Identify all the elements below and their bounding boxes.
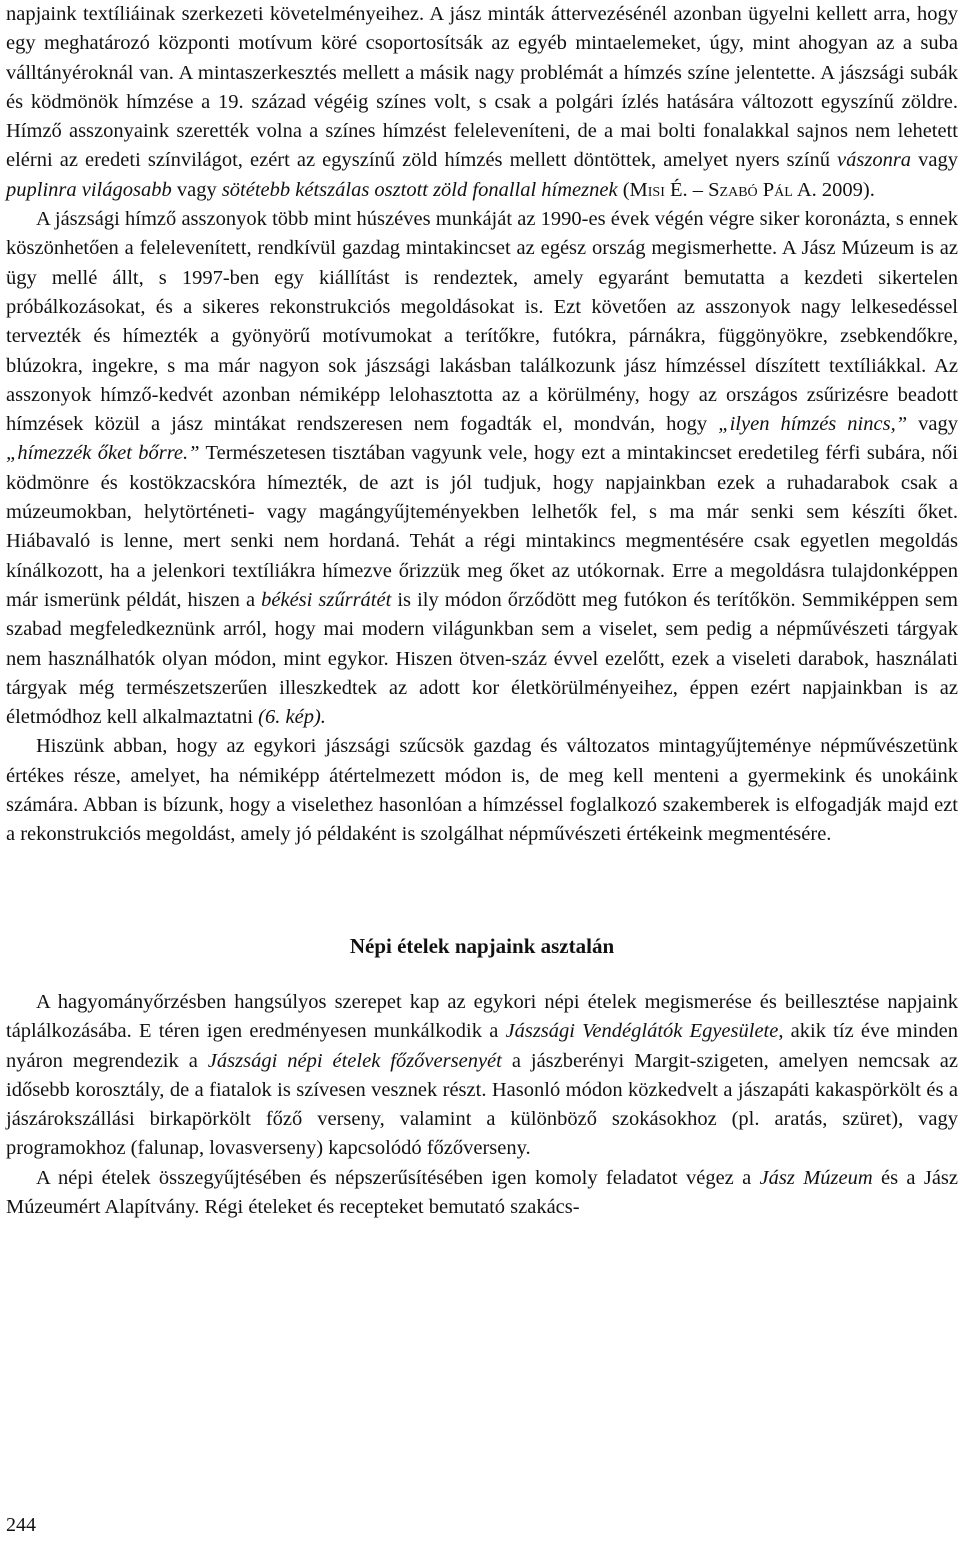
text-run: A hagyományőrzésben hangsúlyos szerepet kap az egykori népi ételek megismerése és beillesztése napjaink táplálkozásába. E téren igen eredményesen munkálkodik a <box>6 990 958 1043</box>
text-run: vagy <box>911 149 958 172</box>
citation-authors: Misi É. – Szabó Pál A. <box>629 178 817 201</box>
text-run: a jászberényi Margit-szigeten, amelyen nemcsak az idősebb korosztály, de a fiatalok is szívesen vesznek részt. Hasonló módon közkedvelt a jászapáti kakaspörkölt és a jászárokszállási birkapörkölt főző verseny, valamint a különböző szokásokhoz (pl. aratás, szüret), vagy programokhoz (falunap, lovasverseny) kapcsolódó főzőverseny. <box>6 1049 958 1160</box>
italic-run: „hímezzék őket bőrre.” <box>6 442 200 465</box>
text-run: Hiszünk abban, hogy az egykori jászsági szűcsök gazdag és változatos mintagyűjteménye népművészetünk értékes része, amelyet, ha némiképp átértelmezett módon is, de meg kell menteni a gyermekink és unokáink számára. Abban is bízunk, hogy a viselethez hasonlóan a hímzéssel foglalkozó szakemberek is elfogadják majd ezt a rekonstrukciós megoldást, amely jó példaként is szolgálhat népművészeti értékeink megmentésére. <box>6 735 958 846</box>
text-run: vagy <box>907 413 958 436</box>
body-text-upper <box>6 0 958 850</box>
page-number: 244 <box>6 1514 36 1536</box>
italic-run: Jászsági Vendéglátók Egyesülete <box>505 1020 779 1043</box>
text-run: Természetesen tisztában vagyunk vele, hogy ezt a mintakincset eredetileg férfi subára, női ködmönre és kostökzacskóra hímezték, de azt is jól tudjuk, hogy napjainkban ezek a ruhadarabok csak a múzeumokban, helytörténeti- vagy magángyűjteményekben lelhetők fel, s ma már senki sem készíti őket. Hiábavaló is lenne, mert senki nem hordaná. Tehát a régi mintakincs megmentésére csak egyetlen megoldás kínálkozott, ha a jelenkori textíliákra hímezve őrizzük meg őket az utókornak. Erre a megoldásra tulajdonképpen már ismerünk példát, hiszen a <box>6 442 958 611</box>
text-run: A jászsági hímző asszonyok több mint húszéves munkáját az 1990-es évek végén végre siker koronázta, s ennek köszönhetően a felelevenített, rendkívül gazdag mintakincset az egész ország megismerhette. A Jász Múzeum is az ügy mellé állt, s 1997-ben egy kiállítást is rendeztek, amely egyaránt bemutatta a kezdeti sikertelen próbálkozásokat, és a sikeres rekonstrukciós megoldásokat is. Ezt követően az asszonyok nagy lelkesedéssel tervezték és hímezték a gyönyörű motívumokat a terítőkre, futókra, párnákra, függönyökre, zsebkendőkre, blúzokra, ingekre, s ma már nagyon sok jászsági lakásban találkozunk jász hímzéssel díszített textíliákkal. Az asszonyok hímző-kedvét azonban némiképp lelohasztotta az a körülmény, hogy az országos zsűrizésre beadott hímzések közül a jász mintákat rendszeresen nem fogadták el, mondván, hogy <box>6 208 958 436</box>
paragraph <box>6 988 958 1164</box>
italic-run: Jász Múzeum <box>759 1166 873 1189</box>
italic-run: vászonra <box>837 149 912 172</box>
paragraph <box>6 1164 958 1223</box>
italic-run: „ilyen hímzés nincs,” <box>718 413 908 436</box>
body-text-lower <box>6 988 958 1222</box>
italic-run: sötétebb kétszálas osztott zöld fonallal hímeznek <box>221 178 618 201</box>
text-run: napjaink textíliáinak szerkezeti követelményeihez. A jász minták áttervezésénél azonban ügyelni kellett arra, hogy egy meghatározó központi motívum köré csoportosítsák az egyéb mintaelemeket, úgy, mint ahogyan az a suba válltányéroknál van. A mintaszerkesztés mellett a másik nagy problémát a hímzés színe jelentette. A jászsági subák és ködmönök hímzése a 19. század végéig színes volt, s csak a polgári ízlés hatására változott egyszínű zöldre. Hímző asszonyaink szerették volna a színes hímzést feleleveníteni, de a mai bolti fonalakkal sajnos nem lehetett elérni az eredeti színvilágot, ezért az egyszínű zöld hímzés mellett döntöttek, amelyet nyers színű <box>6 3 958 172</box>
text-run: 2009). <box>816 178 875 201</box>
text-run: ( <box>617 178 630 201</box>
paragraph <box>6 0 958 205</box>
text-run: és a Jász Múzeumért Alapítvány. Régi ételeket és recepteket bemutató szakács- <box>6 1166 958 1218</box>
section-title: Népi ételek napjaink asztalán <box>349 933 615 958</box>
italic-run: puplinra világosabb <box>6 178 172 201</box>
text-run: vagy <box>171 178 222 201</box>
paragraph <box>6 205 958 732</box>
italic-run: Jászsági népi ételek főzőversenyét <box>207 1049 502 1072</box>
text-run: A népi ételek összegyűjtésében és népszerűsítésében igen komoly feladatot végez a <box>36 1166 760 1189</box>
paragraph <box>6 732 958 849</box>
text-run: is ily módon őrződött meg futókon és terítőkön. Semmiképpen sem szabad megfeledkeznünk arról, hogy mai modern világunkban sem a viselet, sem pedig a népművészeti tárgyak nem használhatók olyan módon, mint egykor. Hiszen ötven-száz évvel ezelőtt, ezek a viseleti darabok, használati tárgyak még természetszerűen illeszkedtek az adott kor életkörülményeihez, éppen ezért napjainkban is az életmódhoz kell alkalmaztatni <box>6 588 959 729</box>
italic-run: (6. kép). <box>258 706 326 729</box>
italic-run: békési szűrrátét <box>261 588 392 611</box>
text-run: , akik tíz éve minden nyáron megrendezik a <box>6 1020 958 1072</box>
